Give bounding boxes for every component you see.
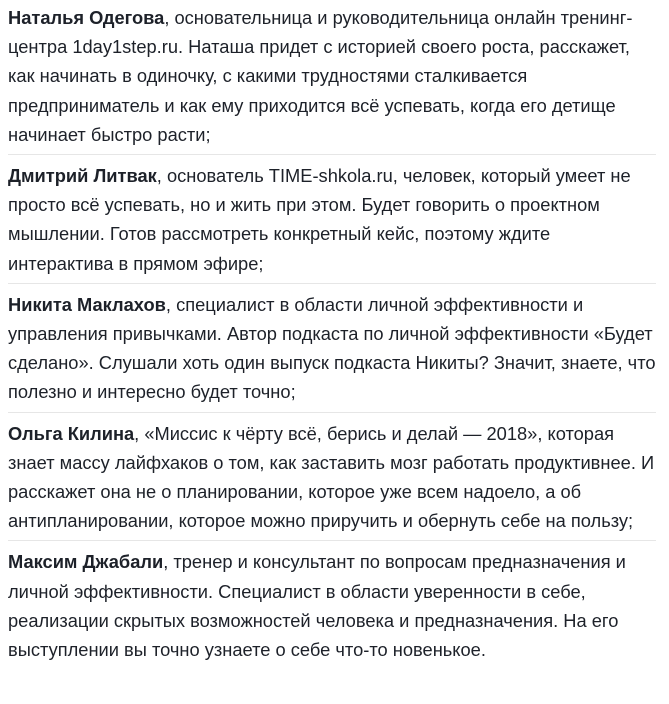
speaker-name: Ольга Килина [8,422,135,444]
speaker-description: , тренер и консультант по вопросам предназначения и личной эффективности. Специалист в области уверенности в себе, реализации скрытых возможностей человека и предназначения. На его выступлении вы точно узнаете о себе что-то новенькое. [8,551,626,661]
speaker-paragraph [8,161,656,278]
speaker-description: , основательница и руководительница онлайн тренинг-центра 1day1step.ru. Наташа придет с историей своего роста, расскажет, как начинать в одиночку, с какими трудностями сталкивается предприниматель и как ему приходится всё успевать, когда его детище начинает быстро расти; [8,7,633,145]
speaker-name: Наталья Одегова [8,7,165,28]
speaker-name: Никита Маклахов [8,293,166,315]
speaker-name: Дмитрий Литвак [8,165,157,187]
paragraph-divider [8,283,656,284]
speaker-list [8,0,656,664]
speaker-name: Максим Джабали [8,551,164,573]
speaker-description: , основатель TIME-shkola.ru, человек, который умеет не просто всё успевать, но и жить при этом. Будет говорить о проектном мышлении. Готов рассмотреть конкретный кейс, поэтому ждите интерактива в прямом эфире; [8,165,631,274]
paragraph-divider [8,540,656,541]
speaker-paragraph [8,419,656,536]
paragraph-divider [8,154,656,155]
speaker-description: , специалист в области личной эффективности и управления привычками. Автор подкаста по личной эффективности «Будет сделано». Слушали хоть один выпуск подкаста Никиты? Значит, знаете, что полезно и интересно будет точно; [8,293,656,403]
speaker-paragraph [8,3,656,149]
speaker-paragraph [8,547,656,664]
speaker-paragraph [8,290,656,407]
speaker-description: , «Миссис к чёрту всё, берись и делай — 2018», которая знает массу лайфхаков о том, как заставить мозг работать продуктивнее. И расскажет она не о планировании, которое уже всем надоело, а об антипланировании, которое можно приручить и обернуть себе на пользу; [8,422,655,532]
paragraph-divider [8,412,656,413]
